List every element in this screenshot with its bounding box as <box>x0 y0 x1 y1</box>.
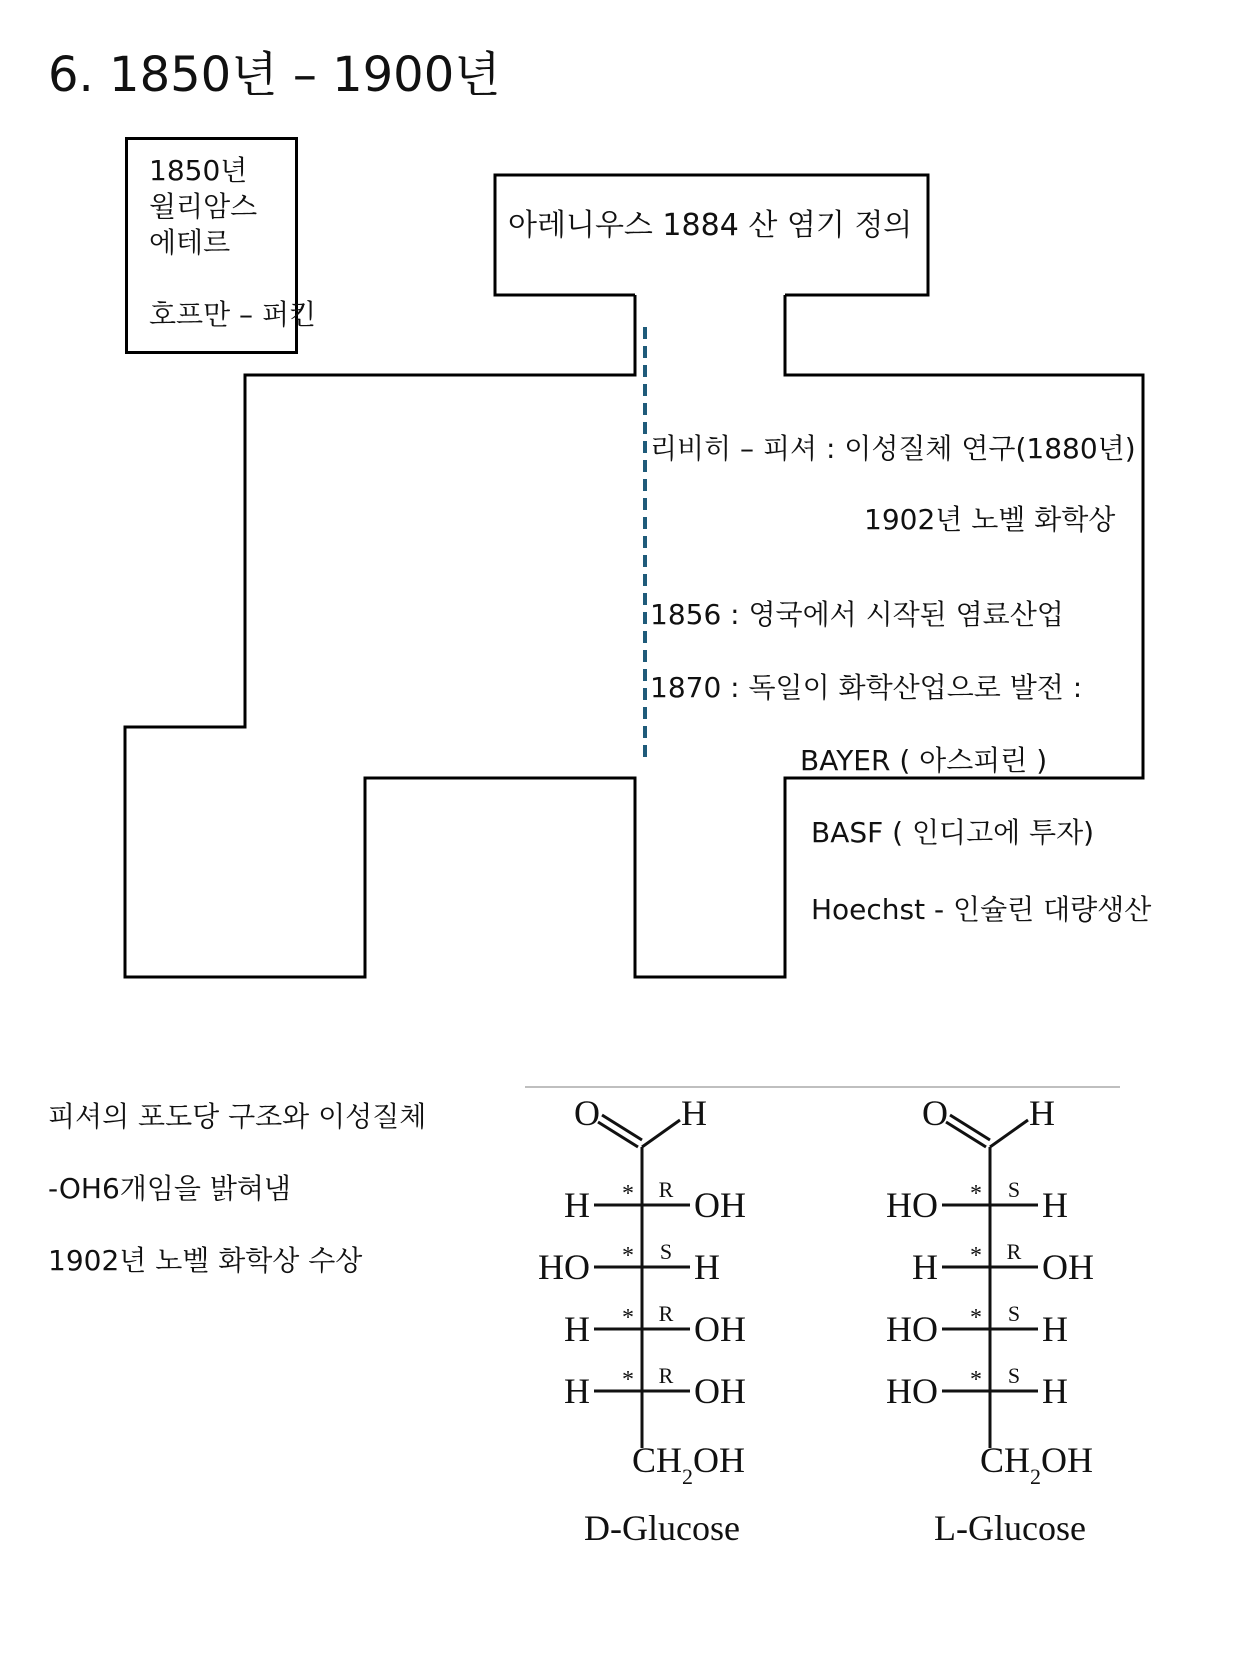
configuration-label: R <box>658 1301 674 1326</box>
stereocenter-mark: * <box>622 1181 634 1207</box>
atom-label: $CH_2OH$ <box>980 1440 1094 1489</box>
germany-1870-text: 1870 : 독일이 화학산업으로 발전 : <box>650 671 1083 704</box>
configuration-label: S <box>659 1239 673 1264</box>
fischer-note: -OH6개임을 밝혀냄 <box>48 1172 291 1205</box>
substituent-right: OH <box>694 1185 746 1225</box>
bayer-text: BAYER ( 아스피린 ) <box>800 744 1048 777</box>
substituent-right: OH <box>694 1309 746 1349</box>
nobel-text: 1902년 노벨 화학상 <box>864 503 1116 536</box>
substituent-left: HO <box>886 1309 938 1349</box>
basf-text: BASF ( 인디고에 투자) <box>811 816 1095 849</box>
substituent-left: H <box>564 1185 590 1225</box>
substituent-left: HO <box>886 1185 938 1225</box>
substituent-left: HO <box>538 1247 590 1287</box>
arrhenius-label: 아레니우스 1884 산 염기 정의 <box>508 208 913 243</box>
substituent-left: H <box>564 1309 590 1349</box>
configuration-label: S <box>1007 1363 1021 1388</box>
substituent-right: H <box>1042 1185 1068 1225</box>
fischer-note: 피셔의 포도당 구조와 이성질체 <box>48 1100 427 1133</box>
atom-label: O <box>574 1093 600 1133</box>
box-1850-line: 호프만 – 퍼킨 <box>149 298 317 331</box>
molecule-name: L-Glucose <box>934 1508 1086 1548</box>
fischer-note: 1902년 노벨 화학상 수상 <box>48 1244 363 1277</box>
substituent-left: H <box>912 1247 938 1287</box>
page-title: 6. 1850년 – 1900년 <box>48 47 501 103</box>
stereocenter-mark: * <box>970 1367 982 1393</box>
l-glucose-structure <box>886 1093 1094 1548</box>
stereocenter-mark: * <box>622 1305 634 1331</box>
box-1850-line: 1850년 <box>149 154 248 187</box>
substituent-left: HO <box>886 1371 938 1411</box>
configuration-label: R <box>1006 1239 1022 1264</box>
stereocenter-mark: * <box>970 1181 982 1207</box>
stereocenter-mark: * <box>622 1367 634 1393</box>
substituent-right: H <box>1042 1309 1068 1349</box>
dye-1856-text: 1856 : 영국에서 시작된 염료산업 <box>650 598 1064 631</box>
configuration-label: S <box>1007 1301 1021 1326</box>
d-glucose-structure <box>538 1093 746 1548</box>
bond <box>642 1120 680 1147</box>
bond <box>990 1120 1028 1147</box>
configuration-label: S <box>1007 1177 1021 1202</box>
stereocenter-mark: * <box>970 1305 982 1331</box>
substituent-right: H <box>694 1247 720 1287</box>
substituent-right: H <box>1042 1371 1068 1411</box>
box-1850-line: 윌리암스 <box>149 190 258 223</box>
stereocenter-mark: * <box>622 1243 634 1269</box>
configuration-label: R <box>658 1177 674 1202</box>
substituent-right: OH <box>1042 1247 1094 1287</box>
substituent-right: OH <box>694 1371 746 1411</box>
molecule-name: D-Glucose <box>584 1508 740 1548</box>
configuration-label: R <box>658 1363 674 1388</box>
atom-label: $CH_2OH$ <box>632 1440 746 1489</box>
substituent-left: H <box>564 1371 590 1411</box>
atom-label: H <box>1029 1093 1055 1133</box>
box-1850-line: 에테르 <box>149 226 231 259</box>
liebig-fischer-text: 리비히 – 피셔 : 이성질체 연구(1880년) <box>650 432 1136 465</box>
hoechst-text: Hoechst - 인슐린 대량생산 <box>811 893 1152 926</box>
atom-label: O <box>922 1093 948 1133</box>
stereocenter-mark: * <box>970 1243 982 1269</box>
atom-label: H <box>681 1093 707 1133</box>
